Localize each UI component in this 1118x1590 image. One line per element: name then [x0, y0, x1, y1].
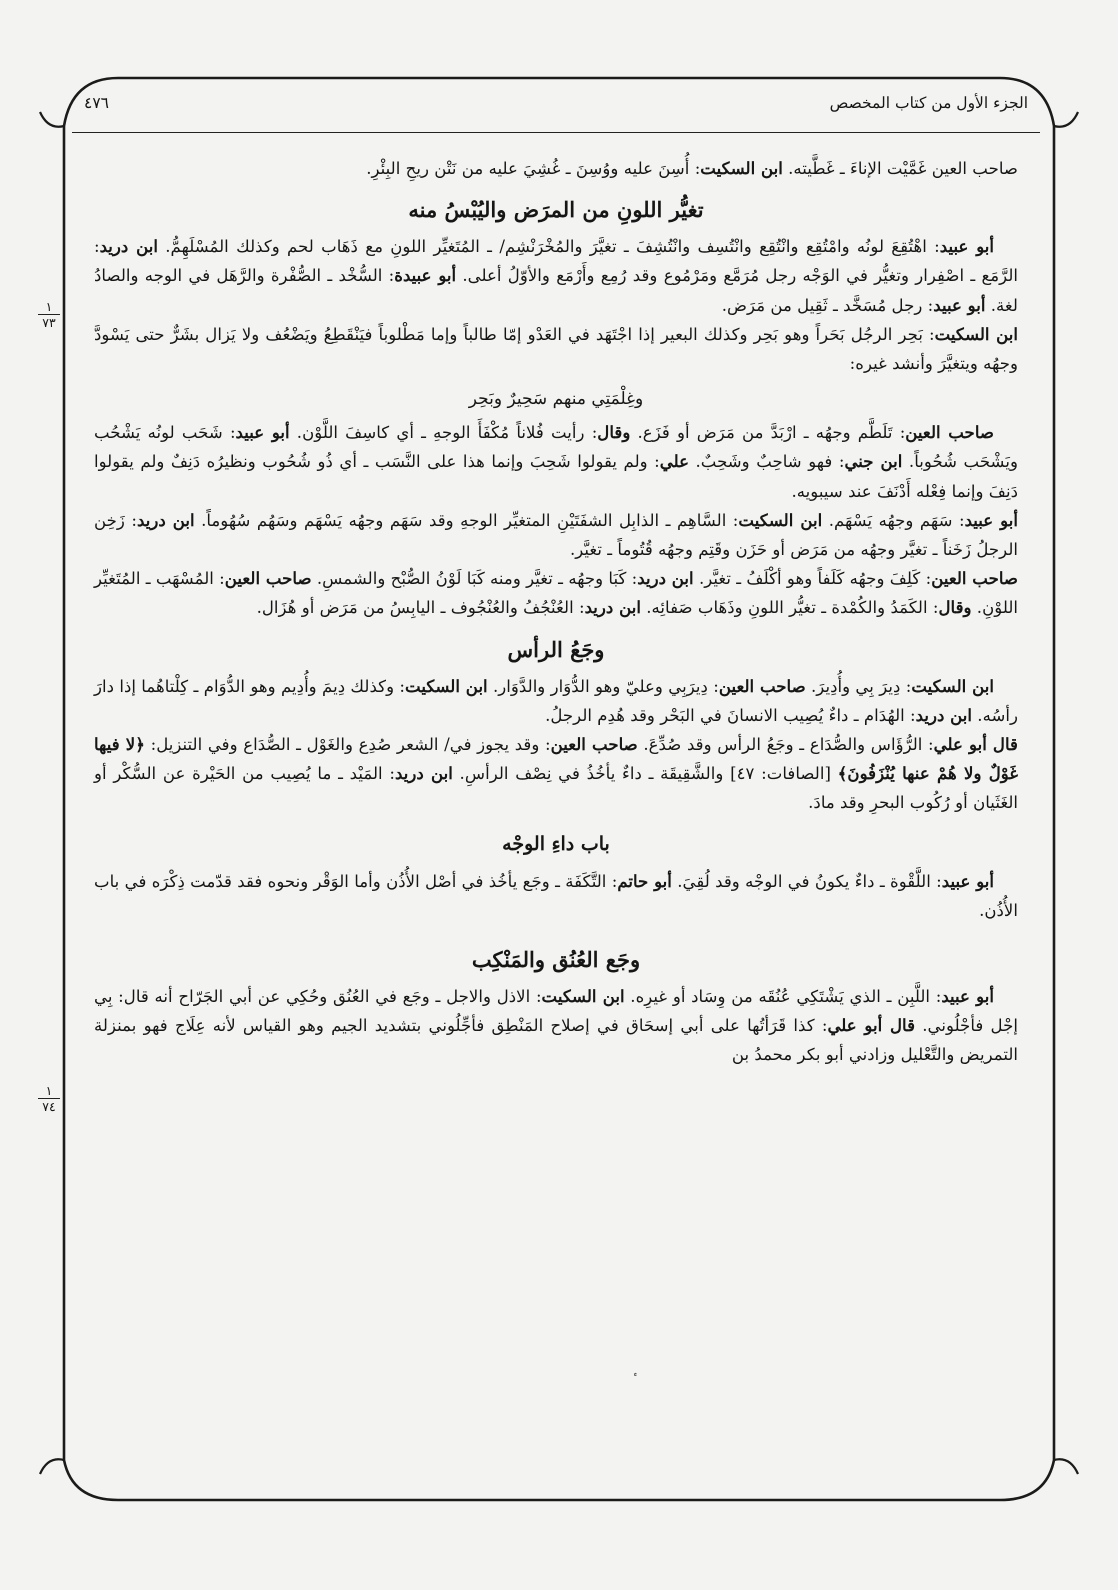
section-heading: وجَع العُنُق والمَنْكِب [471, 947, 641, 973]
paragraph: صاحب العين: كَلِفَ وجهُه كَلَفاً وهو أكْلَفُ ـ تغيَّر. ابن دريد: كَبَا وجهُه ـ تغيَّر ومنه كَبَا لَوْنُ الصُّبْح والشمسِ. صاحب العين: المُسْهَب ـ المُتَغيِّر اللوْنِ. وقال: الكَمَدُ والكُمْدة ـ تغيُّر اللونِ وذَهَاب صَفائِه. ابن دريد: العُنْجُفُ والعُنْجُوف ـ اليابِسُ من مَرَض أو هُزَال. [94, 568, 1018, 618]
paragraph: أبو عبيد: سَهَم وجهُه يَسْهَم. ابن السكيت: السَّاهِم ـ الذابِل الشفَتَيْنِ المتغيِّر الوجهِ وقد سَهَم وجهُه يَسْهَم وسَهُم سُهُوماً. ابن دريد: زَخِن الرجلُ زَخَناً ـ تغيَّر وجهُه من مَرَض أو حَزَن وقَتِم وجهُه قُتُوماً ـ تغيَّر. [94, 509, 1018, 560]
header-rule [72, 132, 1040, 133]
section-heading: باب داءِ الوجْه [502, 832, 610, 855]
book-page [42, 82, 1040, 1482]
verse-line: وغِلْمَتِي منهم سَحِيرٌ وبَحِر [468, 389, 644, 410]
paragraph: ابن السكيت: بَحِر الرجُل بَحَراً وهو بَحِر وكذلك البعير إذا اجْتَهَد في العَدْو إمّا طالباً وإما مَطْلوباً فيَنْقَطِعُ ويَضْعُف ولا يَزال بشَرٌّ حتى يَسْودَّ وجهُه ويتغيَّرَ وأنشد غيره: [94, 323, 1018, 374]
page-body [94, 154, 1018, 1070]
paragraph: قال أبو علي: الرُّؤَاس والصُّدَاع ـ وجَعُ الرأس وقد صُدِّعَ. صاحب العين: وقد يجوز في/ الشعر صُدِع والغَوْل ـ الصُّدَاع وفي التنزيل: ﴿لا فيها غَوْلٌ ولا هُمْ عنها يُنْزَفُونَ﴾ [الصافات: ٤٧] والشَّقِيقَة ـ داءٌ يأخُذُ في نِصْف الرأسِ. ابن دريد: المَيْد ـ ما يُصِيب من الحَيْرة عن السُّكْر أو الغَثَيان أو رُكُوب البحرِ وقد مادَ. [94, 734, 1019, 813]
margin-note: ١ ٧٤ [38, 1084, 60, 1113]
quran-quote: ﴿لا فيها غَوْلٌ ولا هُمْ عنها يُنْزَفُونَ﴾ [94, 734, 1019, 784]
paragraph: أبو عبيد: اللَّبِن ـ الذي يَشْتَكِي عُنُقَه من وِسَاد أو غيرِه. ابن السكيت: الاذل والاجل ـ وجَع في العُنُق وحُكِي عن أبي الجَرّاح أنه قال: بِي إجْل فأجْلُوني. قال أبو علي: كذا قَرَأتُها على أبي إسحَاق في إصلاح المَنْطِق فأجِّلُوني بتشديد الجيم وهو القياس لأنه عِلَاج فهو بمنزلة التمريض والتَّعْليل وزادني أبو بكر محمدُ بن [94, 986, 1018, 1065]
running-title: الجزء الأول من كتاب المخصص [829, 94, 1028, 112]
section-heading: وجَعُ الرأس [507, 636, 605, 662]
running-head [84, 92, 1028, 122]
paragraph: صاحب العين: تَلَطَّم وجهُه ـ ارْبَدَّ من مَرَض أو فَزَع. وقال: رأيت فُلاناً مُكْفَأَ الوجهِ ـ أي كاسِفَ اللَّوْن. أبو عبيد: شَحَب لونُه يَشْحُب ويَشْحَب شُحُوباً. ابن جني: فهو شاحِبٌ وشَحِبٌ. علي: ولم يقولوا شَحِبَ وإنما هذا على النَّسَب ـ أي ذُو شُحُوب ونظيرُه دَنِفٌ ولم يقولوا دَنِفَ وإنما فِعْله أَدْنَفَ عند سيبويه. [94, 422, 1018, 501]
paragraph: ابن السكيت: دِيرَ بِي وأُدِيرَ. صاحب العين: دِيرَبِي وعليّ وهو الدُّوَار والدَّوَار. ابن السكيت: وكذلك دِيمَ وأُدِيم وهو الدُّوَام ـ كِلْتاهُما إذا دارَ رأسُه. ابن دريد: الهُدَام ـ داءٌ يُصِيب الانسانَ في البَحْر وقد هُدِم الرجلُ. [94, 675, 1018, 725]
page-number: ٤٧٦ [84, 94, 109, 112]
margin-note: ١ ٧٣ [38, 300, 60, 329]
paragraph: أبو عبيد: اللَّقْوة ـ داءٌ يكونُ في الوجْه وقد لُقِيَ. أبو حاتم: التَّكَفَة ـ وجَع يأخُذ في أصْل الأُذُن وأما الوَقْر ونحوه فقد قدّمت ذِكْرَه في باب الأُذُن. [94, 870, 1018, 920]
paragraph: أبو عبيد: اهْتُقِعَ لونُه وامْتُقِع وانْتُقِع وانْتُسِف وانْتُشِفَ ـ تغيَّرَ والمُخْرَنْشِم/ ـ المُتَغيِّر اللونِ مع ذَهَاب لحم وكذلك المُسْلَهِمُّ. ابن دريد: الرَّمَع ـ اصْفِرار وتغيُّر في الوَجْه رجل مُرَمَّع ومَرْمُوع وقد رُمِع وأَرْمَع والأوّلُ أعلى. أبو عبيدة: السُّخْد ـ الصُّفْرة والرَّهَل في الوجه والصادُ لغة. أبو عبيد: رجل مُسَخَّد ـ ثَقِيل من مَرَض. [94, 236, 1018, 315]
section-heading: تغيُّر اللونِ من المرَض واليُبْسُ منه [408, 197, 704, 223]
intro-paragraph: صاحب العين غَمَّيْت الإناءَ ـ غَطَّيته. ابن السكيت: أُسِنَ عليه ووُسِنَ ـ غُشِيَ عليه من نَتْن ريحِ البِئْرِ. [366, 158, 1018, 178]
